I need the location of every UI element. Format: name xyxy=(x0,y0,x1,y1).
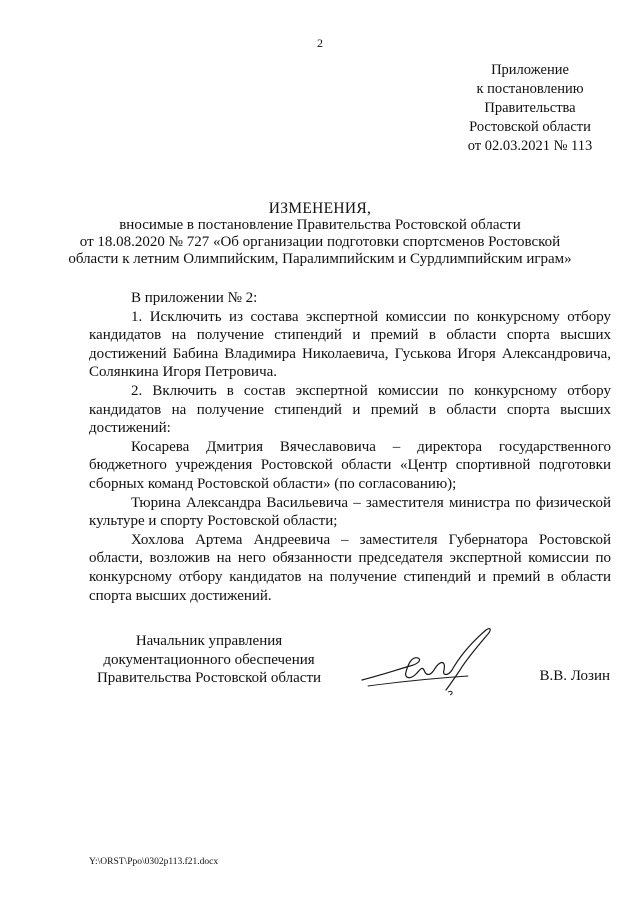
signatory-title xyxy=(89,632,329,688)
intro-paragraph: В приложении № 2: xyxy=(131,290,258,306)
annex-line: Ростовской области xyxy=(469,119,591,135)
item-1-paragraph: 1. Исключить из состава экспертной комиссии по конкурсному отбору кандидатов на получение стипендий и премий в области спорта высших достижений Бабина Владимира Николаевича, Гуськова Игоря Александровича, Солянкина Игоря Петровича. xyxy=(89,308,611,381)
signatory-name: В.В. Лозин xyxy=(539,668,610,684)
document-body xyxy=(89,289,611,605)
annex-line: Правительства xyxy=(484,100,576,116)
title-line: вносимые в постановление Правительства Ростовской области xyxy=(119,217,521,233)
signatory-line: Начальник управления xyxy=(135,633,283,649)
title-heading: ИЗМЕНЕНИЯ, xyxy=(268,200,372,217)
title-line: области к летним Олимпийским, Паралимпийским и Сурдлимпийским играм» xyxy=(68,251,572,267)
item-2-paragraph: 2. Включить в состав экспертной комиссии по конкурсному отбору кандидатов на получение стипендий и премий в области спорта высших достижений: xyxy=(89,382,611,437)
annex-line: Приложение xyxy=(491,62,569,78)
annex-line: к постановлению xyxy=(476,81,584,97)
document-title xyxy=(0,200,640,268)
signatory-line: Правительства Ростовской области xyxy=(96,670,322,686)
file-path-footer: Y:\ORST\Ppo\0302p113.f21.docx xyxy=(89,857,219,867)
title-line: от 18.08.2020 № 727 «Об организации подготовки спортсменов Ростовской xyxy=(79,234,561,250)
annex-line: от 02.03.2021 № 113 xyxy=(467,138,593,154)
annex-header xyxy=(440,61,620,156)
person-2-paragraph: Тюрина Александра Васильевича – заместителя министра по физической культуре и спорту Ростовской области; xyxy=(89,494,611,530)
person-3-paragraph: Хохлова Артема Андреевича – заместителя Губернатора Ростовской области, возложив на него обязанности председателя экспертной комиссии по конкурсному отбору кандидатов на получение стипендий и премий в области спорта высших достижений. xyxy=(89,531,611,604)
signatory-line: документационного обеспечения xyxy=(103,651,315,668)
person-1-paragraph: Косарева Дмитрия Вячеславовича – директора государственного бюджетного учреждения Ростовской области «Центр спортивной подготовки сборных команд Ростовской области» (по согласованию); xyxy=(89,438,611,492)
page-number: 2 xyxy=(317,36,323,50)
handwritten-signature xyxy=(348,620,508,710)
